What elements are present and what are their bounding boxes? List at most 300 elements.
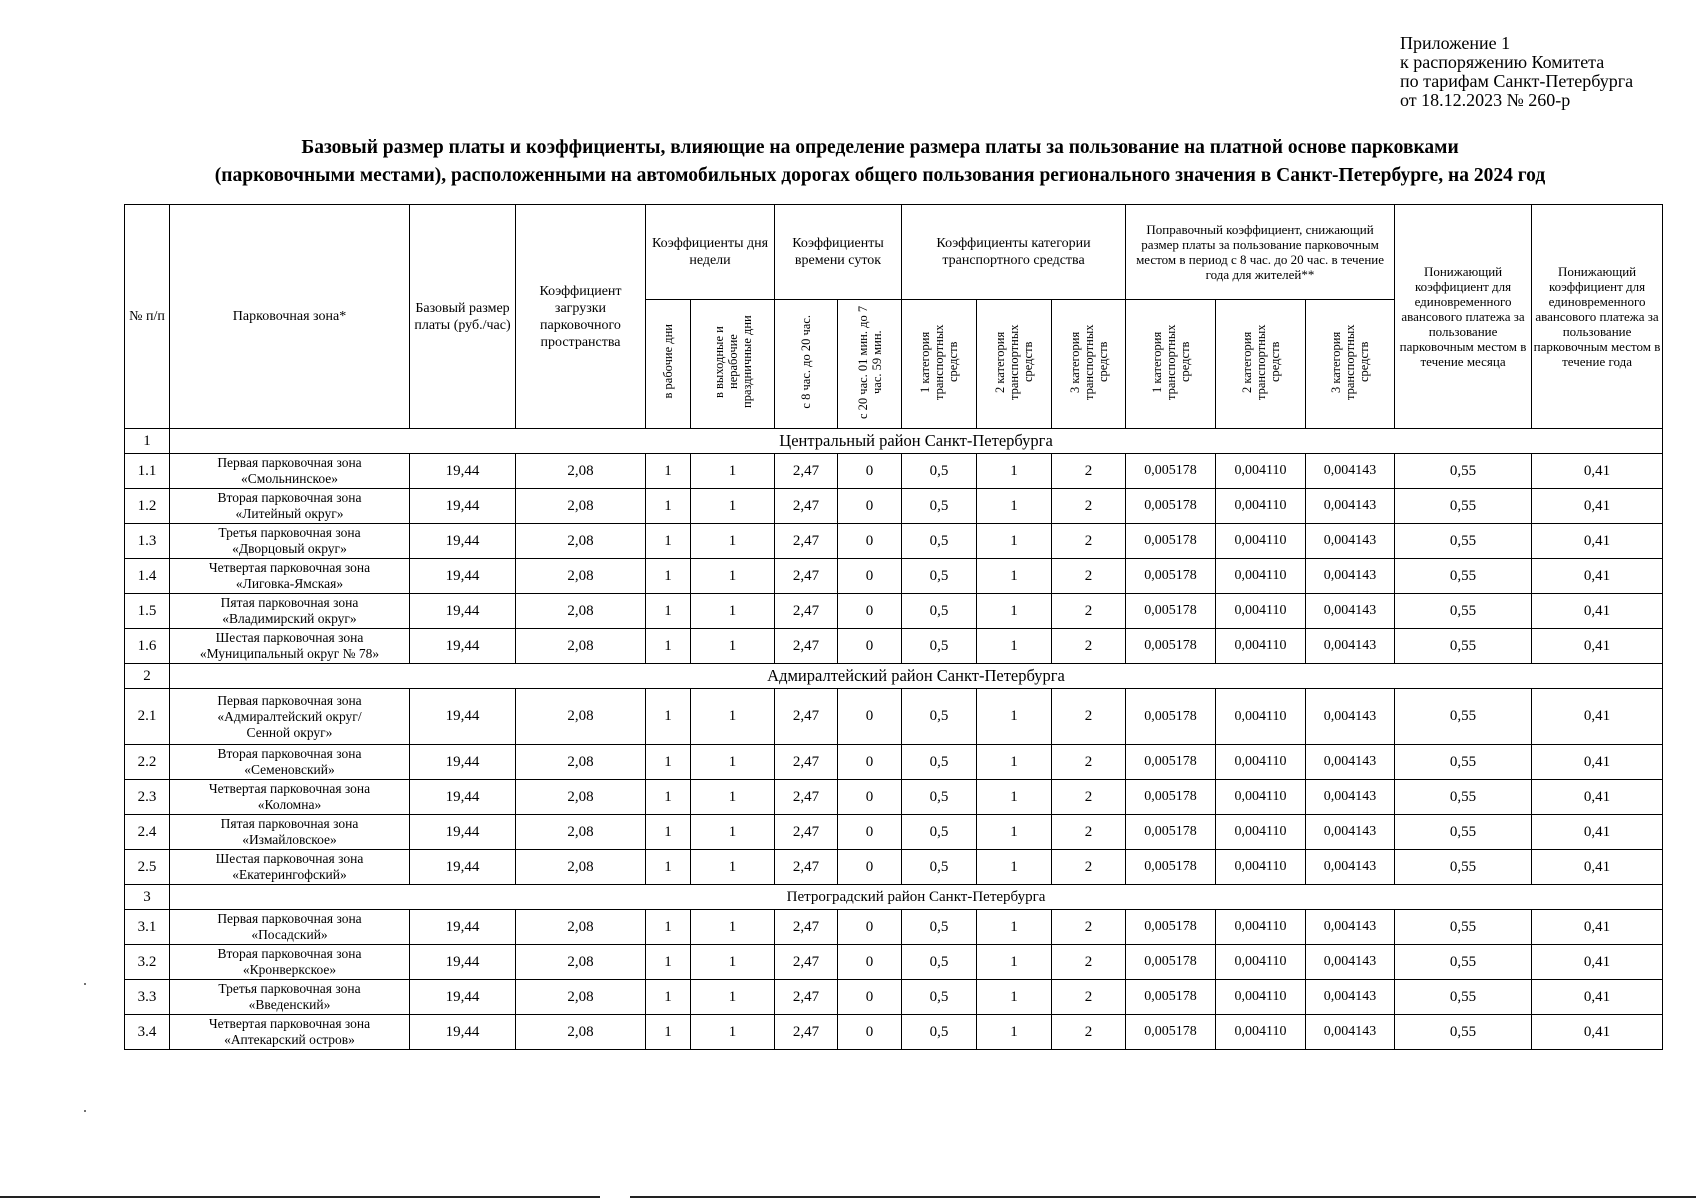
value-wd: 1: [646, 745, 691, 780]
value-r3: 0,004143: [1306, 489, 1395, 524]
value-c1: 0,5: [902, 489, 977, 524]
value-base: 19,44: [410, 524, 516, 559]
header-load: Коэффициент загрузки парковочного пространства: [516, 205, 646, 429]
district-row: [125, 664, 1663, 689]
table-row: [125, 489, 1663, 524]
zone-name-line: Вторая парковочная зона: [217, 946, 362, 961]
value-c1: 0,5: [902, 910, 977, 945]
zone-name-line: Четвертая парковочная зона: [208, 560, 371, 575]
value-r2: 0,004110: [1216, 815, 1306, 850]
value-load: 2,08: [516, 980, 646, 1015]
value-c1: 0,5: [902, 980, 977, 1015]
value-day: 2,47: [775, 910, 838, 945]
value-c2: 1: [977, 629, 1052, 664]
scan-speck: [84, 983, 86, 985]
value-year: 0,41: [1532, 489, 1663, 524]
header-res2: [1216, 300, 1306, 429]
value-r1: 0,005178: [1126, 629, 1216, 664]
value-wd: 1: [646, 594, 691, 629]
header-cat2-label: 2 категория транспортных средств: [993, 323, 1035, 400]
value-base: 19,44: [410, 815, 516, 850]
zone-name-line: Сенной округ»: [246, 724, 333, 740]
value-day: 2,47: [775, 629, 838, 664]
value-wd: 1: [646, 629, 691, 664]
zone-name-line: Пятая парковочная зона: [220, 595, 359, 610]
value-load: 2,08: [516, 689, 646, 745]
value-year: 0,41: [1532, 780, 1663, 815]
value-c2: 1: [977, 815, 1052, 850]
value-month: 0,55: [1395, 559, 1532, 594]
value-year: 0,41: [1532, 689, 1663, 745]
header-weekday-work-label: в рабочие дни: [661, 324, 675, 399]
appendix-line: Приложение 1: [1400, 33, 1511, 53]
value-c3: 2: [1052, 910, 1126, 945]
value-night: 0: [838, 945, 902, 980]
value-r3: 0,004143: [1306, 980, 1395, 1015]
value-we: 1: [691, 980, 775, 1015]
header-weekday-off: [691, 300, 775, 429]
zone-name-line: Пятая парковочная зона: [220, 816, 359, 831]
row-number: 1.4: [125, 559, 170, 594]
header-res2-label: 2 категория транспортных средств: [1239, 323, 1282, 400]
value-night: 0: [838, 1015, 902, 1050]
value-base: 19,44: [410, 689, 516, 745]
value-month: 0,55: [1395, 489, 1532, 524]
value-c2: 1: [977, 1015, 1052, 1050]
row-number: 2.5: [125, 850, 170, 885]
value-we: 1: [691, 945, 775, 980]
title-line: Базовый размер платы и коэффициенты, влияющие на определение размера платы за пользование на платной основе парковками: [301, 137, 1459, 158]
row-number: 3.1: [125, 910, 170, 945]
district-row: [125, 429, 1663, 454]
value-night: 0: [838, 980, 902, 1015]
zone-name: [170, 489, 410, 524]
value-r1: 0,005178: [1126, 489, 1216, 524]
zone-name: [170, 815, 410, 850]
value-r1: 0,005178: [1126, 559, 1216, 594]
value-r2: 0,004110: [1216, 945, 1306, 980]
value-wd: 1: [646, 815, 691, 850]
value-base: 19,44: [410, 745, 516, 780]
district-number: 2: [125, 664, 170, 689]
value-r1: 0,005178: [1126, 780, 1216, 815]
value-r1: 0,005178: [1126, 945, 1216, 980]
table-row: [125, 629, 1663, 664]
header-time: Коэффициенты времени суток: [775, 205, 902, 300]
value-c2: 1: [977, 454, 1052, 489]
value-base: 19,44: [410, 594, 516, 629]
table-row: [125, 850, 1663, 885]
value-wd: 1: [646, 780, 691, 815]
value-year: 0,41: [1532, 454, 1663, 489]
value-load: 2,08: [516, 594, 646, 629]
value-c2: 1: [977, 489, 1052, 524]
district-number: 1: [125, 429, 170, 454]
value-we: 1: [691, 815, 775, 850]
zone-name-line: «Кронверкское»: [242, 962, 337, 977]
appendix-line: к распоряжению Комитета: [1400, 52, 1605, 72]
value-load: 2,08: [516, 780, 646, 815]
value-load: 2,08: [516, 524, 646, 559]
value-base: 19,44: [410, 850, 516, 885]
value-r3: 0,004143: [1306, 629, 1395, 664]
zone-name: [170, 594, 410, 629]
table-row: [125, 980, 1663, 1015]
zone-name-line: Шестая парковочная зона: [215, 630, 364, 645]
value-r2: 0,004110: [1216, 524, 1306, 559]
value-load: 2,08: [516, 559, 646, 594]
value-base: 19,44: [410, 910, 516, 945]
value-c1: 0,5: [902, 850, 977, 885]
value-day: 2,47: [775, 689, 838, 745]
row-number: 1.1: [125, 454, 170, 489]
zone-name-line: Вторая парковочная зона: [217, 490, 362, 505]
value-c2: 1: [977, 524, 1052, 559]
value-load: 2,08: [516, 454, 646, 489]
value-c2: 1: [977, 910, 1052, 945]
value-base: 19,44: [410, 945, 516, 980]
value-r1: 0,005178: [1126, 850, 1216, 885]
value-c1: 0,5: [902, 524, 977, 559]
value-load: 2,08: [516, 629, 646, 664]
header-year: Понижающий коэффициент для единовременного авансового платежа за пользование парковочным местом в течение года: [1532, 205, 1663, 429]
value-r1: 0,005178: [1126, 980, 1216, 1015]
header-time-night: [838, 300, 902, 429]
value-we: 1: [691, 454, 775, 489]
value-we: 1: [691, 1015, 775, 1050]
zone-name-line: «Литейный округ»: [235, 506, 344, 521]
value-load: 2,08: [516, 945, 646, 980]
zone-name-line: Четвертая парковочная зона: [208, 1016, 371, 1031]
table-row: [125, 454, 1663, 489]
value-r3: 0,004143: [1306, 780, 1395, 815]
zone-name-line: Четвертая парковочная зона: [208, 781, 371, 796]
zone-name-line: «Аптекарский остров»: [224, 1032, 355, 1047]
value-wd: 1: [646, 850, 691, 885]
value-we: 1: [691, 910, 775, 945]
header-res3-label: 3 категория транспортных средств: [1329, 323, 1372, 400]
appendix-line: от 18.12.2023 № 260-р: [1400, 90, 1571, 110]
value-night: 0: [838, 815, 902, 850]
row-number: 1.2: [125, 489, 170, 524]
value-we: 1: [691, 780, 775, 815]
value-day: 2,47: [775, 489, 838, 524]
value-year: 0,41: [1532, 524, 1663, 559]
value-night: 0: [838, 454, 902, 489]
value-r3: 0,004143: [1306, 454, 1395, 489]
value-r2: 0,004110: [1216, 980, 1306, 1015]
value-c2: 1: [977, 594, 1052, 629]
value-day: 2,47: [775, 850, 838, 885]
district-name: Петроградский район Санкт-Петербурга: [170, 885, 1663, 910]
zone-name-line: «Владимирский округ»: [222, 611, 357, 626]
value-wd: 1: [646, 524, 691, 559]
header-month: Понижающий коэффициент для единовременного авансового платежа за пользование парковочным местом в течение месяца: [1395, 205, 1532, 429]
footer-line-gap: [600, 1196, 630, 1198]
value-c3: 2: [1052, 980, 1126, 1015]
header-category: Коэффициенты категории транспортного средства: [902, 205, 1126, 300]
row-number: 2.3: [125, 780, 170, 815]
value-wd: 1: [646, 910, 691, 945]
value-year: 0,41: [1532, 980, 1663, 1015]
value-we: 1: [691, 629, 775, 664]
scan-speck: [84, 1110, 86, 1112]
value-r1: 0,005178: [1126, 454, 1216, 489]
row-number: 1.6: [125, 629, 170, 664]
zone-name: [170, 454, 410, 489]
row-number: 1.3: [125, 524, 170, 559]
value-c2: 1: [977, 745, 1052, 780]
value-r2: 0,004110: [1216, 559, 1306, 594]
value-c3: 2: [1052, 594, 1126, 629]
value-wd: 1: [646, 559, 691, 594]
value-c1: 0,5: [902, 629, 977, 664]
value-c2: 1: [977, 780, 1052, 815]
header-res1-label: 1 категория транспортных средств: [1149, 323, 1192, 400]
header-cat1: [902, 300, 977, 429]
zone-name-line: Первая парковочная зона: [217, 692, 362, 708]
zone-name-line: Вторая парковочная зона: [217, 746, 362, 761]
value-r2: 0,004110: [1216, 629, 1306, 664]
value-r1: 0,005178: [1126, 689, 1216, 745]
value-month: 0,55: [1395, 910, 1532, 945]
row-number: 3.3: [125, 980, 170, 1015]
value-c2: 1: [977, 980, 1052, 1015]
value-r2: 0,004110: [1216, 454, 1306, 489]
table-row: [125, 1015, 1663, 1050]
value-month: 0,55: [1395, 980, 1532, 1015]
title-line: (парковочными местами), расположенными на автомобильных дорогах общего пользования регионального значения в Санкт-Петербурге, на 2024 год: [214, 165, 1546, 186]
zone-name-line: «Смольнинское»: [241, 471, 338, 486]
header-zone: Парковочная зона*: [170, 205, 410, 429]
value-we: 1: [691, 850, 775, 885]
header-weekday-off-label: в выходные и нерабочие праздничные дни: [711, 315, 754, 408]
value-month: 0,55: [1395, 780, 1532, 815]
row-number: 2.4: [125, 815, 170, 850]
value-r3: 0,004143: [1306, 559, 1395, 594]
header-res3: [1306, 300, 1395, 429]
header-weekday: Коэффициенты дня недели: [646, 205, 775, 300]
value-base: 19,44: [410, 629, 516, 664]
value-load: 2,08: [516, 815, 646, 850]
zone-name-line: «Адмиралтейский округ/: [217, 708, 362, 724]
value-night: 0: [838, 594, 902, 629]
value-base: 19,44: [410, 454, 516, 489]
value-day: 2,47: [775, 1015, 838, 1050]
value-base: 19,44: [410, 1015, 516, 1050]
value-c2: 1: [977, 945, 1052, 980]
zone-name-line: «Лиговка-Ямская»: [235, 576, 344, 591]
row-number: 2.1: [125, 689, 170, 745]
zone-name: [170, 629, 410, 664]
value-year: 0,41: [1532, 815, 1663, 850]
table-row: [125, 559, 1663, 594]
value-night: 0: [838, 559, 902, 594]
value-r3: 0,004143: [1306, 945, 1395, 980]
value-year: 0,41: [1532, 629, 1663, 664]
value-day: 2,47: [775, 745, 838, 780]
value-r3: 0,004143: [1306, 524, 1395, 559]
value-r1: 0,005178: [1126, 594, 1216, 629]
header-num: № п/п: [125, 205, 170, 429]
value-day: 2,47: [775, 780, 838, 815]
table-row: [125, 524, 1663, 559]
appendix-block: [1400, 34, 1633, 110]
value-night: 0: [838, 689, 902, 745]
value-we: 1: [691, 559, 775, 594]
value-c1: 0,5: [902, 745, 977, 780]
value-c3: 2: [1052, 524, 1126, 559]
zone-name: [170, 980, 410, 1015]
value-r3: 0,004143: [1306, 815, 1395, 850]
value-year: 0,41: [1532, 559, 1663, 594]
value-base: 19,44: [410, 559, 516, 594]
zone-name-line: «Измайловское»: [242, 832, 337, 847]
value-r2: 0,004110: [1216, 850, 1306, 885]
district-number: 3: [125, 885, 170, 910]
value-year: 0,41: [1532, 745, 1663, 780]
tariff-table: [124, 204, 1663, 1050]
zone-name-line: Третья парковочная зона: [218, 981, 361, 996]
zone-name-line: «Дворцовый округ»: [232, 541, 347, 556]
table-row: [125, 780, 1663, 815]
table-body: [125, 429, 1663, 1050]
zone-name: [170, 689, 410, 745]
value-we: 1: [691, 489, 775, 524]
value-night: 0: [838, 745, 902, 780]
value-c1: 0,5: [902, 780, 977, 815]
zone-name-line: «Семеновский»: [244, 762, 335, 777]
value-c2: 1: [977, 850, 1052, 885]
value-c1: 0,5: [902, 454, 977, 489]
table-row: [125, 815, 1663, 850]
district-row: [125, 885, 1663, 910]
value-c3: 2: [1052, 629, 1126, 664]
value-r2: 0,004110: [1216, 1015, 1306, 1050]
value-wd: 1: [646, 489, 691, 524]
zone-name-line: Первая парковочная зона: [217, 455, 362, 470]
row-number: 3.2: [125, 945, 170, 980]
header-cat1-label: 1 категория транспортных средств: [918, 323, 960, 400]
value-day: 2,47: [775, 559, 838, 594]
value-we: 1: [691, 689, 775, 745]
value-night: 0: [838, 629, 902, 664]
value-r1: 0,005178: [1126, 1015, 1216, 1050]
value-c1: 0,5: [902, 1015, 977, 1050]
value-day: 2,47: [775, 524, 838, 559]
value-day: 2,47: [775, 945, 838, 980]
zone-name-line: Шестая парковочная зона: [215, 851, 364, 866]
zone-name: [170, 780, 410, 815]
value-c3: 2: [1052, 745, 1126, 780]
value-base: 19,44: [410, 780, 516, 815]
value-base: 19,44: [410, 980, 516, 1015]
district-name: Центральный район Санкт-Петербурга: [170, 429, 1663, 454]
value-night: 0: [838, 489, 902, 524]
value-night: 0: [838, 910, 902, 945]
value-year: 0,41: [1532, 850, 1663, 885]
value-r2: 0,004110: [1216, 910, 1306, 945]
value-c1: 0,5: [902, 815, 977, 850]
value-r2: 0,004110: [1216, 745, 1306, 780]
value-month: 0,55: [1395, 745, 1532, 780]
zone-name-line: «Екатерингофский»: [232, 867, 347, 882]
header-cat3-label: 3 категория транспортных средств: [1067, 323, 1110, 400]
zone-name: [170, 559, 410, 594]
value-month: 0,55: [1395, 815, 1532, 850]
value-c3: 2: [1052, 1015, 1126, 1050]
value-night: 0: [838, 780, 902, 815]
header-resident: Поправочный коэффициент, снижающий размер платы за пользование парковочным местом в период с 8 час. до 20 час. в течение года для жителей**: [1126, 205, 1395, 300]
value-c3: 2: [1052, 815, 1126, 850]
table-row: [125, 745, 1663, 780]
zone-name-line: «Муниципальный округ № 78»: [199, 646, 380, 661]
value-r3: 0,004143: [1306, 594, 1395, 629]
value-wd: 1: [646, 689, 691, 745]
value-c3: 2: [1052, 850, 1126, 885]
header-cat3: [1052, 300, 1126, 429]
value-r1: 0,005178: [1126, 524, 1216, 559]
value-c3: 2: [1052, 454, 1126, 489]
value-c2: 1: [977, 559, 1052, 594]
value-load: 2,08: [516, 745, 646, 780]
header-time-day-label: с 8 час. до 20 час.: [799, 314, 813, 409]
appendix-line: по тарифам Санкт-Петербурга: [1400, 71, 1634, 91]
value-month: 0,55: [1395, 850, 1532, 885]
value-r1: 0,005178: [1126, 745, 1216, 780]
value-month: 0,55: [1395, 945, 1532, 980]
value-month: 0,55: [1395, 524, 1532, 559]
value-day: 2,47: [775, 454, 838, 489]
value-r1: 0,005178: [1126, 815, 1216, 850]
header-time-day: [775, 300, 838, 429]
row-number: 2.2: [125, 745, 170, 780]
value-r3: 0,004143: [1306, 850, 1395, 885]
zone-name: [170, 910, 410, 945]
value-year: 0,41: [1532, 594, 1663, 629]
value-r2: 0,004110: [1216, 594, 1306, 629]
table-row: [125, 689, 1663, 745]
value-night: 0: [838, 850, 902, 885]
zone-name: [170, 945, 410, 980]
zone-name-line: «Введенский»: [248, 997, 331, 1012]
value-r3: 0,004143: [1306, 1015, 1395, 1050]
footer-line: [0, 1196, 1696, 1198]
value-year: 0,41: [1532, 945, 1663, 980]
value-c3: 2: [1052, 780, 1126, 815]
value-r1: 0,005178: [1126, 910, 1216, 945]
row-number: 1.5: [125, 594, 170, 629]
value-wd: 1: [646, 945, 691, 980]
zone-name-line: «Коломна»: [257, 797, 322, 812]
value-r2: 0,004110: [1216, 689, 1306, 745]
value-wd: 1: [646, 454, 691, 489]
value-year: 0,41: [1532, 910, 1663, 945]
value-wd: 1: [646, 980, 691, 1015]
header-time-night-label: с 20 час. 01 мин. до 7 час. 59 мин.: [855, 304, 884, 419]
header-weekday-work: [646, 300, 691, 429]
district-name: Адмиралтейский район Санкт-Петербурга: [170, 664, 1663, 689]
value-load: 2,08: [516, 850, 646, 885]
value-r3: 0,004143: [1306, 689, 1395, 745]
header-res1: [1126, 300, 1216, 429]
value-c1: 0,5: [902, 559, 977, 594]
header-cat2: [977, 300, 1052, 429]
value-c3: 2: [1052, 945, 1126, 980]
zone-name: [170, 1015, 410, 1050]
header-base: Базовый размер платы (руб./час): [410, 205, 516, 429]
document-title: [100, 134, 1660, 190]
